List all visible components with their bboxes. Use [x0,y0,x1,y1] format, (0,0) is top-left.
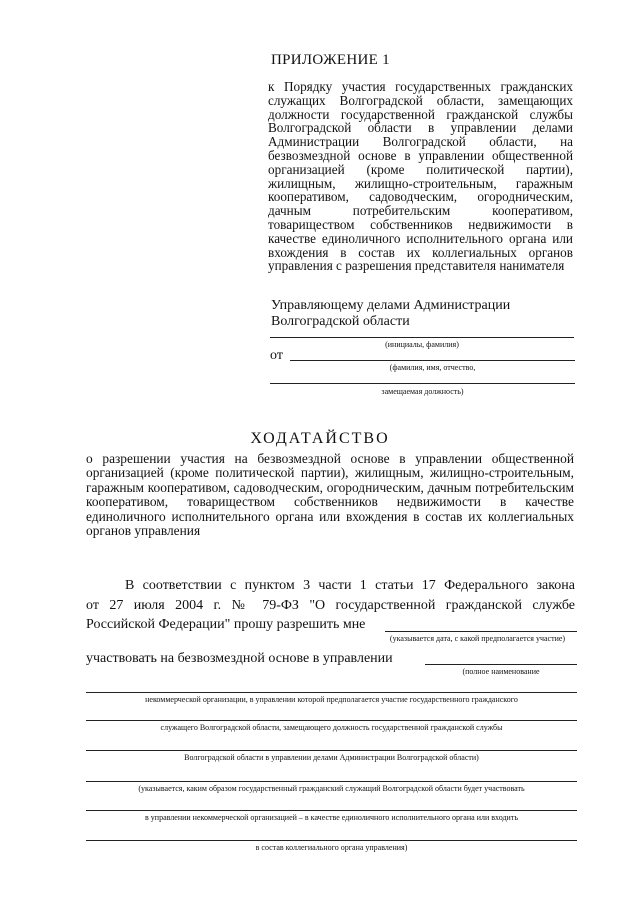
body-line-4: участвовать на безвозмездной основе в управлении [86,651,393,666]
petition-heading: ХОДАТАЙСТВО [250,430,390,447]
caption-region: Волгоградской области в управлении делами Администрации Волгоградской области) [184,753,479,762]
organization-field-line[interactable] [86,692,577,693]
caption-org: некоммерческой организации, в управлении которой предполагается участие государственного гражданского [145,695,518,704]
caption-name: (полное наименование [462,667,540,676]
date-field-line[interactable] [385,631,577,632]
appendix-title: ПРИЛОЖЕНИЕ 1 [271,52,390,68]
caption-fullname: (фамилия, имя, отчество, [389,363,476,372]
body-line-3: Российской Федерации" прошу разрешить мне [86,617,366,632]
management-field-line[interactable] [86,810,577,811]
position-field-line[interactable] [270,383,575,384]
petition-subject: о разрешении участия на безвозмездной основе в управлении общественной организацией (кроме политической партии), жилищным, жилищно-строительным, гаражным кооперативом, садоводческим, огородническим, дачным потребительским кооперативом, товариществом собственников недвижимости в качестве единоличного исполнительного органа или вхождения в состав их коллегиальных органов управления [86,451,574,539]
caption-date: (указывается дата, с какой предполагается участие) [389,634,566,643]
initials-field-line[interactable] [270,337,574,338]
caption-initials: (инициалы, фамилия) [385,340,459,349]
region-field-line[interactable] [86,750,577,751]
organization-name-field-line[interactable] [425,664,577,665]
body-line-1: В соответствии с пунктом 3 части 1 статьи 17 Федерального закона [125,578,575,593]
participation-field-line[interactable] [86,781,577,782]
caption-how: (указывается, каким образом государственный гражданский служащий Волгоградской области будет участвовать [138,784,525,793]
addressee-line-1: Управляющему делами Администрации [271,298,511,313]
caption-position: замещаемая должность) [381,387,464,396]
caption-manage: в управлении некоммерческой организацией – в качестве единоличного исполнительного органа или входить [145,813,518,822]
caption-collegial: в состав коллегиального органа управления) [255,843,408,852]
caption-servant: служащего Волгоградской области, замещающего должность государственной гражданской службы [160,723,503,732]
addressee-line-2: Волгоградской области [271,314,410,329]
addressee-block [271,298,510,330]
fullname-field-line[interactable] [290,360,575,361]
servant-field-line[interactable] [86,720,577,721]
appendix-subtitle: к Порядку участия государственных гражданских служащих Волгоградской области, замещающих должности государственной гражданской службы Волгоградской области в управлении делами Администрации Волгоградской области, на безвозмездной основе в управлении общественной организацией (кроме политической партии), жилищным, жилищно-строительным, гаражным кооперативом, садоводческим, огородническим, дачным потребительским кооперативом, товариществом собственников недвижимости в качестве единоличного исполнительного органа или вхождения в состав их коллегиальных органов управления с разрешения представителя нанимателя [268,79,573,274]
collegial-field-line[interactable] [86,840,577,841]
from-label: от [270,348,283,363]
body-line-2: от 27 июля 2004 г. № 79-ФЗ "О государственной гражданской службе [86,598,575,613]
